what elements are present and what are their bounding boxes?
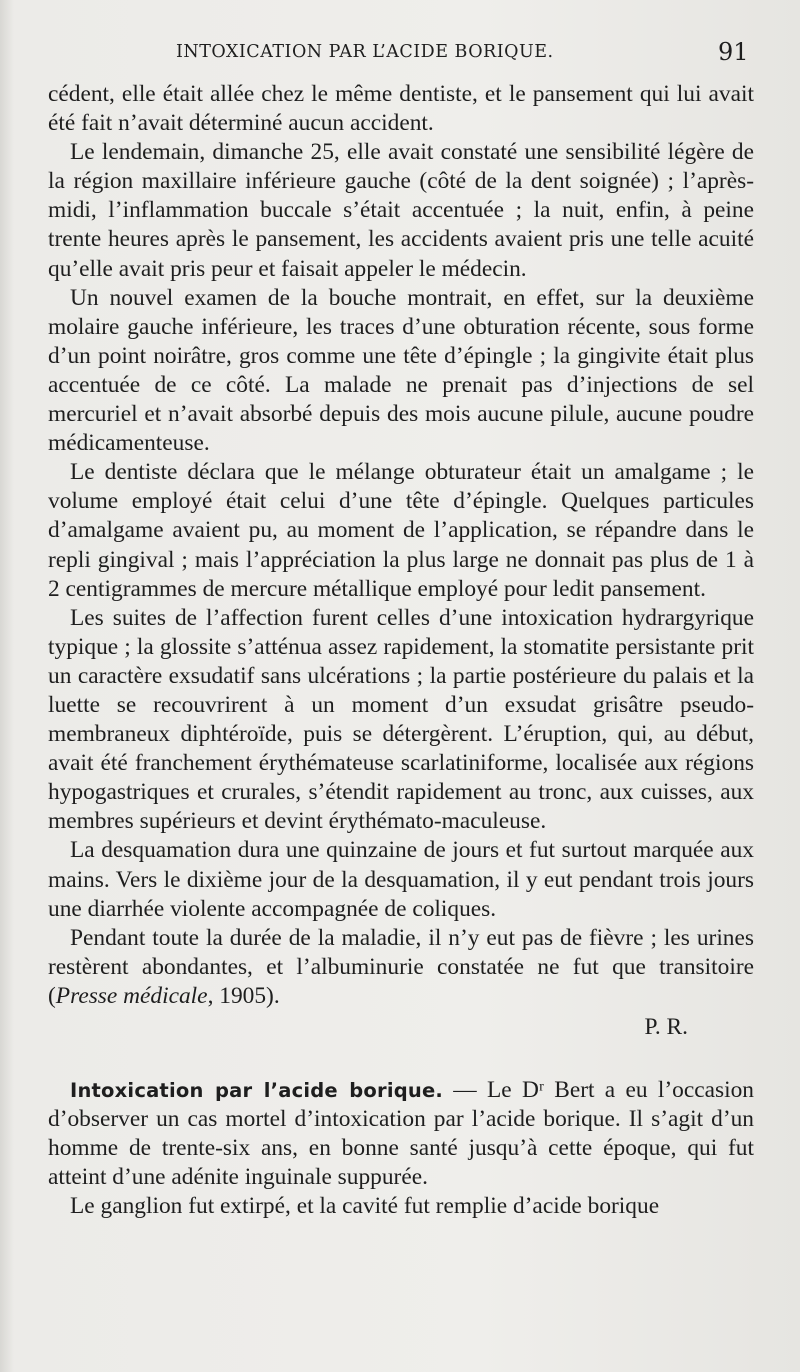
- running-head: [0, 40, 800, 70]
- section-title: Intoxication par l’acide borique.: [70, 1079, 443, 1103]
- body-text: [48, 80, 754, 1222]
- paragraph: Le dentiste déclara que le mélange obturateur était un amalgame ; le volume employé était celui d’une tête d’épingle. Quelques particules d’amalgame avaient pu, au moment de l’application, se répandre dans le repli gingival ; mais l’appréciation la plus large ne donnait pas plus de 1 à 2 centigrammes de mercure métallique employé pour ledit pansement.: [48, 459, 754, 602]
- paragraph: [48, 924, 754, 1011]
- page-number: 91: [718, 38, 749, 66]
- signature: P. R.: [644, 1014, 688, 1040]
- paragraph-text: — Le Dʳ Bert a eu l’occasion d’observer un cas mortel d’intoxication par l’acide borique. Il s’agit d’un homme de trente-six ans, en bonne santé jusqu’à cette époque, qui fut atteint d’une adénite inguinale suppurée.: [48, 1077, 754, 1191]
- paragraph: Les suites de l’affection furent celles d’une intoxication hydrargyrique typique ; la glossite s’atténua assez rapidement, la stomatite persistante prit un caractère exsudatif sans ulcérations ; la partie postérieure du palais et la luette se recouvrirent à un moment d’un exsudat grisâtre pseudo-membraneux diphtéroïde, puis se détergèrent. L’éruption, qui, au début, avait été franchement érythémateuse scarlatiniforme, localisée aux régions hypogastriques et crurales, s’étendit rapidement au tronc, aux cuisses, aux membres supérieurs et devint érythémato-maculeuse.: [48, 604, 754, 835]
- paragraph-text: , 1905).: [207, 982, 280, 1009]
- paragraph: Le lendemain, dimanche 25, elle avait constaté une sensibilité légère de la région maxillaire inférieure gauche (côté de la dent soignée) ; l’après-midi, l’inflammation buccale s’était accentuée ; la nuit, enfin, à peine trente heures après le pansement, les accidents avaient pris une telle acuité qu’elle avait pris peur et faisait appeler le médecin.: [48, 139, 754, 282]
- running-title: INTOXICATION PAR L’ACIDE BORIQUE.: [176, 42, 554, 62]
- paragraph: La desquamation dura une quinzaine de jours et fut surtout marquée aux mains. Vers le dixième jour de la desquamation, il y eut pendant trois jours une diarrhée violente accompagnée de coliques.: [48, 837, 754, 922]
- section-paragraph: [48, 1076, 754, 1192]
- paragraph: Un nouvel examen de la bouche montrait, en effet, sur la deuxième molaire gauche inférieure, les traces d’une obturation récente, sous forme d’un point noirâtre, gros comme une tête d’épingle ; la gingivite était plus accentuée de ce côté. La malade ne prenait pas d’injections de sel mercuriel et n’avait absorbé depuis des mois aucune pilule, aucune poudre médicamenteuse.: [48, 284, 754, 457]
- paragraph: cédent, elle était allée chez le même dentiste, et le pansement qui lui avait été fait n’avait déterminé aucun accident.: [48, 81, 754, 137]
- citation: Presse médicale: [55, 982, 208, 1009]
- paragraph-text: Pendant toute la durée de la maladie, il n’y eut pas de fièvre ; les urines restèrent abondantes, et l’albuminurie constatée ne fut que transitoire (: [48, 924, 754, 1009]
- paragraph: Le ganglion fut extirpé, et la cavité fut remplie d’acide borique: [70, 1193, 660, 1220]
